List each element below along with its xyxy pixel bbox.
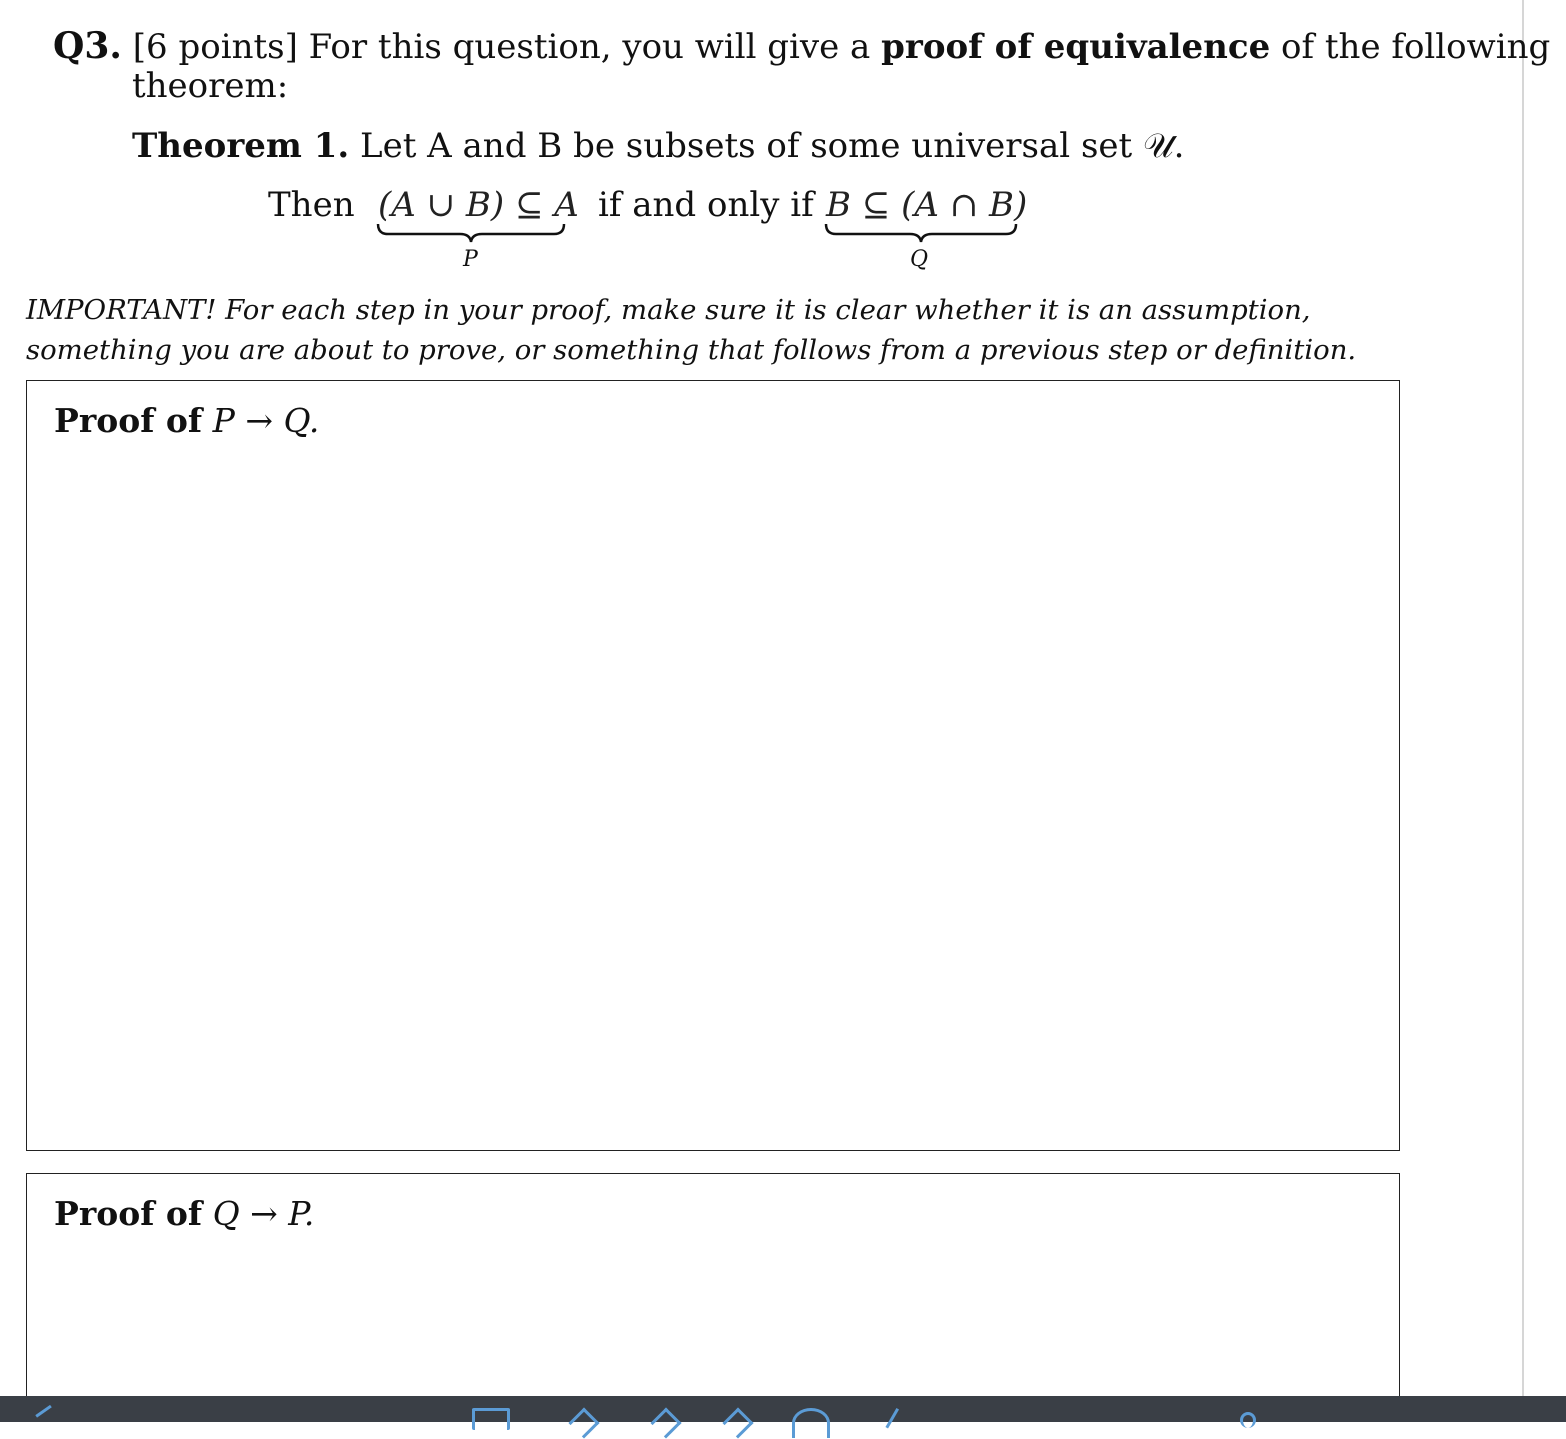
question-text: [6 points] For this question, you will give a bbox=[132, 27, 871, 67]
shape-icon[interactable] bbox=[792, 1408, 830, 1438]
expression-q: B ⊆ (A ∩ B) bbox=[826, 185, 1028, 225]
proof-expression: P → Q. bbox=[212, 401, 320, 440]
back-arrow-icon[interactable] bbox=[35, 1405, 62, 1433]
question-label: Q3. bbox=[53, 25, 122, 67]
highlighter-icon[interactable] bbox=[650, 1407, 681, 1438]
question-text-end: of the following bbox=[1281, 27, 1551, 67]
proof-box-q-to-p[interactable] bbox=[26, 1173, 1400, 1415]
question-header bbox=[53, 24, 1551, 69]
comment-icon[interactable] bbox=[472, 1408, 510, 1430]
theorem-label: Theorem 1. bbox=[132, 126, 350, 166]
underbrace-p bbox=[376, 222, 566, 244]
proof-label: Proof of bbox=[54, 401, 203, 440]
proof-box-p-to-q[interactable] bbox=[26, 380, 1400, 1151]
pen-icon[interactable] bbox=[568, 1407, 599, 1438]
proof-expression: Q → P. bbox=[212, 1194, 315, 1233]
important-note: IMPORTANT! For each step in your proof, make sure it is clear whether it is an assumption, something you are about to prove, or something that follows from a previous step or definition. bbox=[26, 294, 1357, 366]
page-edge bbox=[1522, 0, 1524, 1396]
label-q: Q bbox=[910, 247, 929, 272]
label-p: P bbox=[463, 247, 478, 272]
expression-p: (A ∪ B) ⊆ A bbox=[378, 185, 579, 225]
proof-title-p-to-q bbox=[54, 399, 319, 443]
theorem-then: Then bbox=[268, 185, 355, 225]
underbrace-q bbox=[824, 222, 1018, 244]
theorem-statement bbox=[132, 124, 1184, 168]
question-emphasis: proof of equivalence bbox=[881, 27, 1271, 67]
theorem-iff: if and only if bbox=[598, 185, 814, 225]
theorem-text: Let A and B be subsets of some universal set 𝒰. bbox=[360, 126, 1185, 166]
proof-label: Proof of bbox=[54, 1194, 203, 1233]
proof-title-q-to-p bbox=[54, 1192, 314, 1236]
pen-tool-icon[interactable] bbox=[1240, 1412, 1256, 1428]
eraser-icon[interactable] bbox=[885, 1408, 908, 1434]
pencil-icon[interactable] bbox=[722, 1407, 753, 1438]
question-text-line2: theorem: bbox=[132, 66, 289, 106]
annotation-toolbar bbox=[0, 1396, 1566, 1422]
